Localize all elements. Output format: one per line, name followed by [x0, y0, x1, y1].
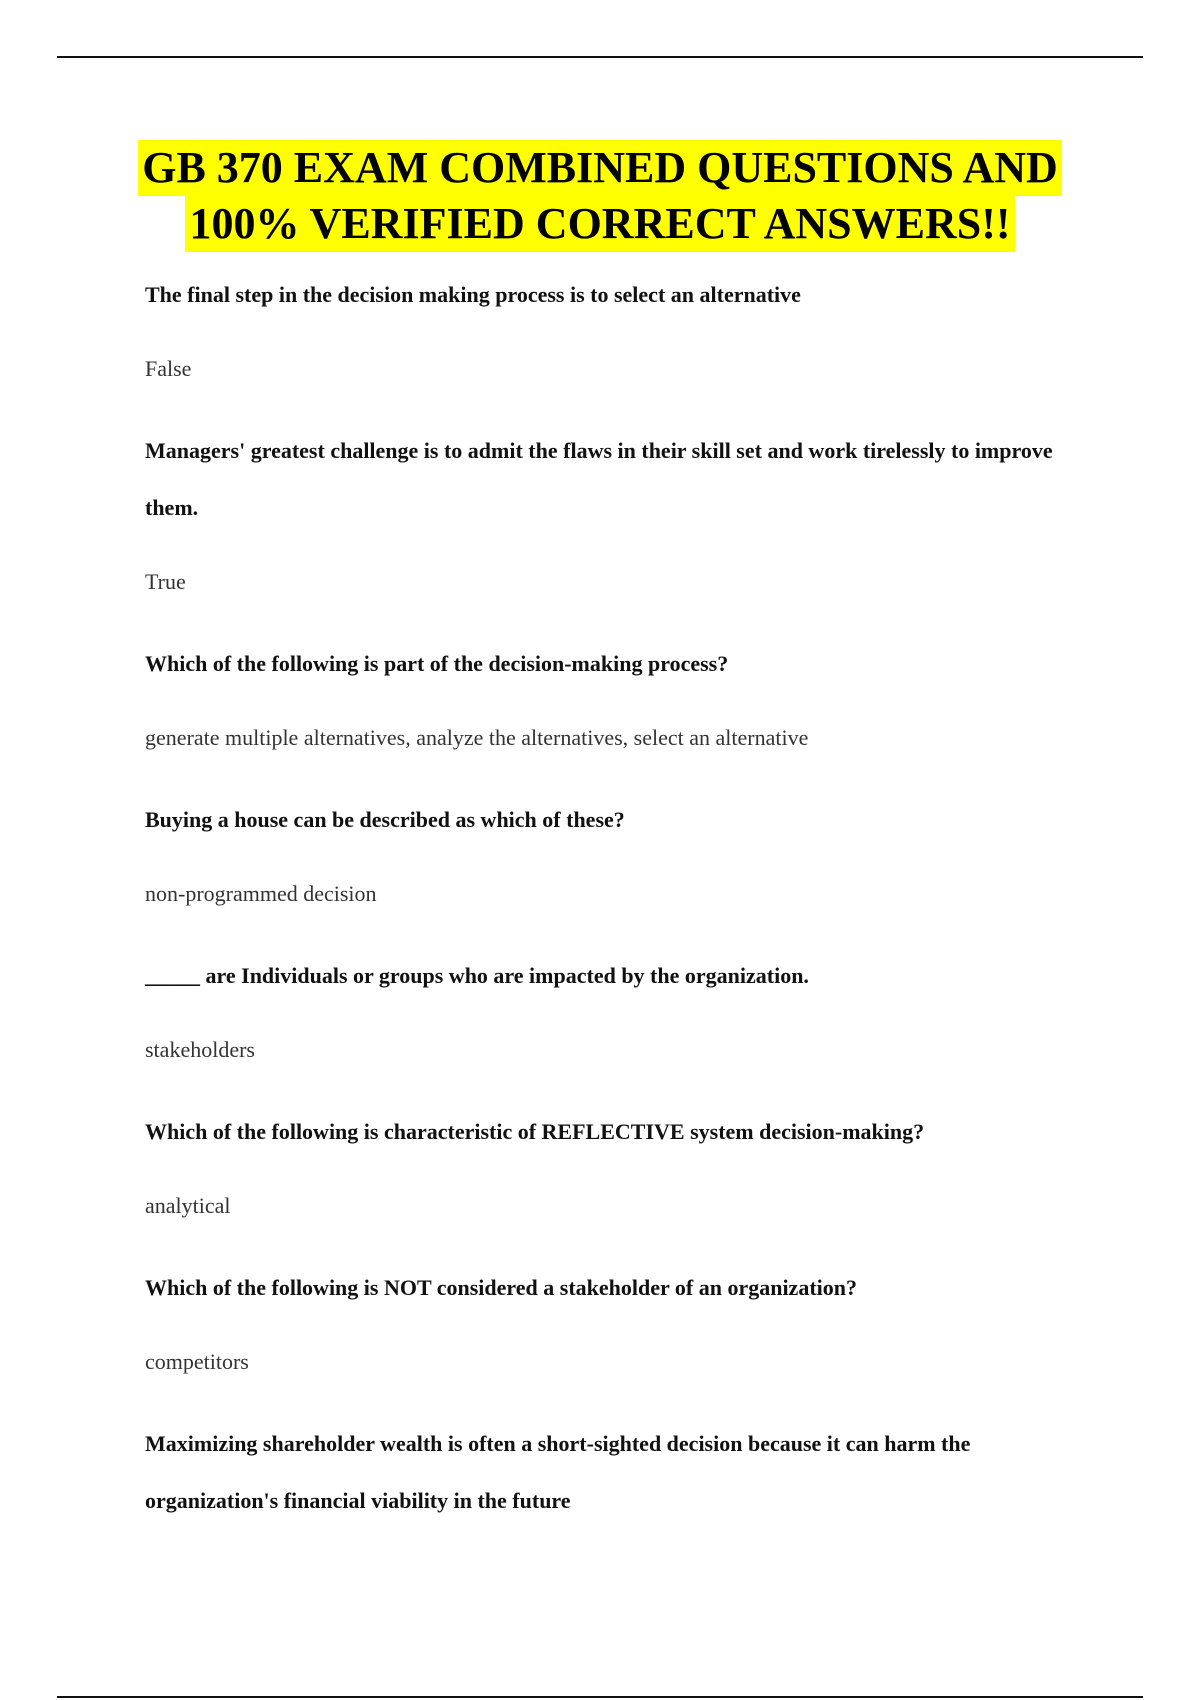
- question-text: Buying a house can be described as which of these?: [145, 807, 625, 832]
- title-line-2: 100% VERIFIED CORRECT ANSWERS!!: [185, 196, 1014, 252]
- answer-text: True: [145, 569, 186, 594]
- qa-list: [145, 266, 1105, 1529]
- bottom-rule: [57, 1696, 1143, 1698]
- question-text: Maximizing shareholder wealth is often a short-sighted decision because it can harm the organization's financial viability in the future: [145, 1431, 971, 1513]
- document-title: [0, 140, 1200, 252]
- qa-item: [145, 266, 1105, 382]
- question-text: The final step in the decision making process is to select an alternative: [145, 282, 801, 307]
- answer-text: non-programmed decision: [145, 881, 377, 906]
- qa-item: [145, 1103, 1105, 1219]
- answer-text: stakeholders: [145, 1037, 255, 1062]
- qa-item: [145, 1415, 1105, 1529]
- title-line-1: GB 370 EXAM COMBINED QUESTIONS AND: [138, 140, 1062, 196]
- question-text: Managers' greatest challenge is to admit the flaws in their skill set and work tirelessly to improve them.: [145, 438, 1053, 520]
- answer-text: False: [145, 356, 192, 381]
- question-text: Which of the following is NOT considered a stakeholder of an organization?: [145, 1275, 857, 1300]
- qa-item: [145, 635, 1105, 751]
- qa-item: [145, 422, 1105, 595]
- top-rule: [57, 56, 1143, 58]
- answer-text: competitors: [145, 1349, 249, 1374]
- question-text: Which of the following is characteristic of REFLECTIVE system decision-making?: [145, 1119, 925, 1144]
- answer-text: generate multiple alternatives, analyze the alternatives, select an alternative: [145, 725, 809, 750]
- qa-item: [145, 791, 1105, 907]
- question-text: _____ are Individuals or groups who are impacted by the organization.: [145, 963, 809, 988]
- question-text: Which of the following is part of the decision-making process?: [145, 651, 729, 676]
- answer-text: analytical: [145, 1193, 231, 1218]
- qa-item: [145, 1259, 1105, 1375]
- qa-item: [145, 947, 1105, 1063]
